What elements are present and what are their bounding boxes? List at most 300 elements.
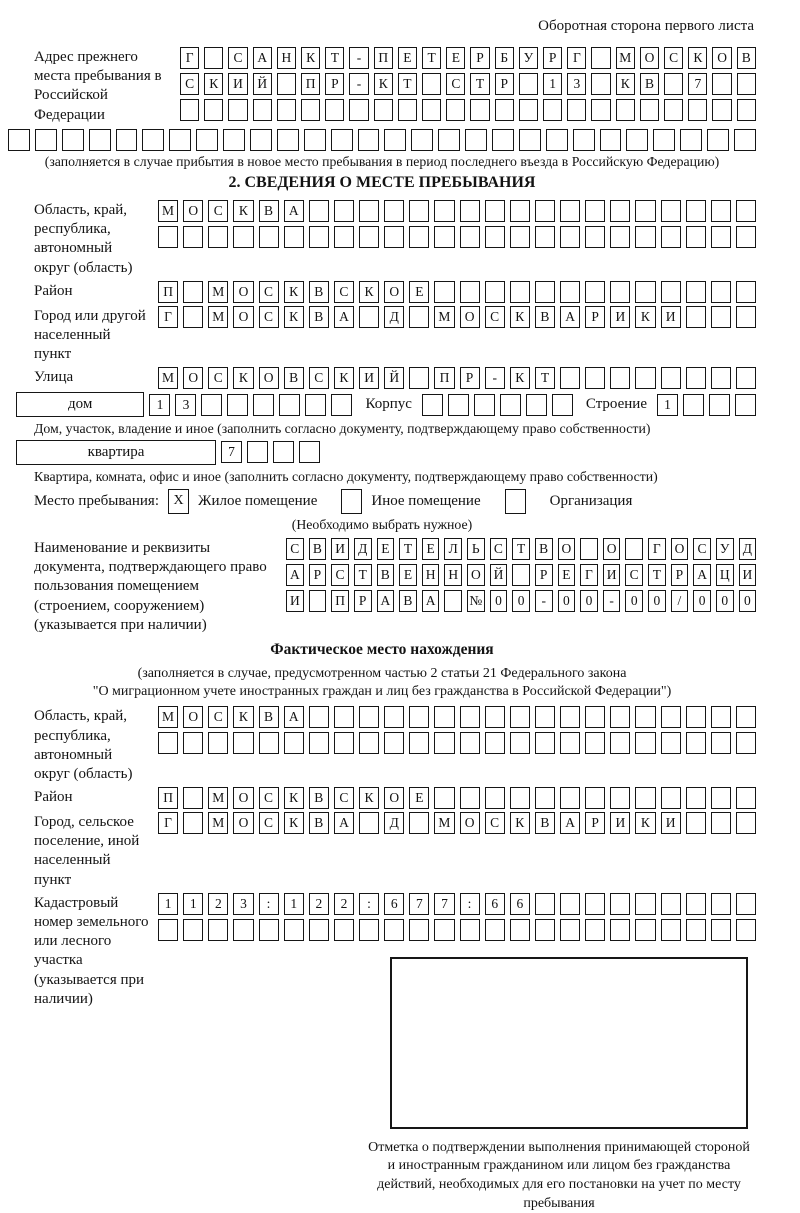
char-cell[interactable]: М <box>208 787 228 809</box>
char-cell[interactable] <box>309 200 329 222</box>
char-cell[interactable] <box>635 367 655 389</box>
char-cell[interactable]: С <box>208 706 228 728</box>
char-cell[interactable]: Е <box>377 538 395 560</box>
char-cell[interactable] <box>460 706 480 728</box>
char-cell[interactable] <box>409 732 429 754</box>
char-cell[interactable]: А <box>334 812 354 834</box>
char-cell[interactable]: 3 <box>175 394 196 416</box>
char-cell[interactable] <box>661 200 681 222</box>
char-cell[interactable]: О <box>460 812 480 834</box>
char-cell[interactable] <box>250 129 272 151</box>
char-cell[interactable]: М <box>158 367 178 389</box>
char-cell[interactable]: К <box>284 306 304 328</box>
char-cell[interactable]: 7 <box>409 893 429 915</box>
char-cell[interactable]: Н <box>422 564 440 586</box>
char-cell[interactable] <box>208 919 228 941</box>
char-cell[interactable]: Е <box>409 281 429 303</box>
char-cell[interactable] <box>640 99 659 121</box>
char-cell[interactable] <box>625 538 643 560</box>
char-cell[interactable]: П <box>301 73 320 95</box>
char-cell[interactable] <box>409 200 429 222</box>
char-cell[interactable] <box>196 129 218 151</box>
char-cell[interactable]: И <box>610 812 630 834</box>
char-cell[interactable] <box>158 919 178 941</box>
char-cell[interactable] <box>635 787 655 809</box>
char-cell[interactable] <box>411 129 433 151</box>
char-cell[interactable]: В <box>535 812 555 834</box>
char-cell[interactable] <box>309 590 327 612</box>
char-cell[interactable]: П <box>374 47 393 69</box>
char-cell[interactable]: А <box>284 706 304 728</box>
char-cell[interactable] <box>35 129 57 151</box>
char-cell[interactable]: И <box>603 564 621 586</box>
char-cell[interactable]: В <box>284 367 304 389</box>
char-cell[interactable]: С <box>309 367 329 389</box>
char-cell[interactable]: Д <box>384 306 404 328</box>
char-cell[interactable]: С <box>208 200 228 222</box>
char-cell[interactable] <box>560 706 580 728</box>
char-cell[interactable]: Й <box>384 367 404 389</box>
char-cell[interactable] <box>736 893 756 915</box>
char-cell[interactable]: К <box>688 47 707 69</box>
char-cell[interactable]: Л <box>444 538 462 560</box>
char-cell[interactable] <box>309 226 329 248</box>
char-cell[interactable]: И <box>359 367 379 389</box>
char-cell[interactable]: В <box>309 787 329 809</box>
char-cell[interactable] <box>591 99 610 121</box>
char-cell[interactable]: А <box>422 590 440 612</box>
char-cell[interactable]: А <box>253 47 272 69</box>
char-cell[interactable] <box>434 919 454 941</box>
char-cell[interactable] <box>610 919 630 941</box>
char-cell[interactable]: Т <box>512 538 530 560</box>
char-cell[interactable]: 6 <box>485 893 505 915</box>
char-cell[interactable] <box>683 394 704 416</box>
char-cell[interactable]: В <box>535 538 553 560</box>
char-cell[interactable]: Е <box>399 564 417 586</box>
char-cell[interactable]: И <box>739 564 757 586</box>
char-cell[interactable] <box>434 706 454 728</box>
char-cell[interactable] <box>686 812 706 834</box>
char-cell[interactable]: 6 <box>510 893 530 915</box>
char-cell[interactable] <box>686 893 706 915</box>
char-cell[interactable]: К <box>233 706 253 728</box>
char-cell[interactable]: С <box>334 787 354 809</box>
char-cell[interactable] <box>359 812 379 834</box>
char-cell[interactable]: Е <box>422 538 440 560</box>
char-cell[interactable] <box>183 306 203 328</box>
char-cell[interactable] <box>626 129 648 151</box>
char-cell[interactable]: А <box>560 306 580 328</box>
char-cell[interactable]: 0 <box>693 590 711 612</box>
char-cell[interactable] <box>334 732 354 754</box>
char-cell[interactable]: Р <box>543 47 562 69</box>
char-cell[interactable]: Г <box>648 538 666 560</box>
char-cell[interactable]: А <box>377 590 395 612</box>
char-cell[interactable]: К <box>374 73 393 95</box>
char-cell[interactable] <box>688 99 707 121</box>
char-cell[interactable] <box>510 919 530 941</box>
char-cell[interactable]: С <box>693 538 711 560</box>
char-cell[interactable]: О <box>603 538 621 560</box>
char-cell[interactable] <box>661 893 681 915</box>
char-cell[interactable] <box>273 441 294 463</box>
char-cell[interactable] <box>735 394 756 416</box>
char-cell[interactable]: О <box>233 812 253 834</box>
char-cell[interactable]: Т <box>398 73 417 95</box>
char-cell[interactable]: Й <box>253 73 272 95</box>
char-cell[interactable]: Р <box>325 73 344 95</box>
char-cell[interactable] <box>460 281 480 303</box>
char-cell[interactable]: П <box>158 787 178 809</box>
char-cell[interactable] <box>434 787 454 809</box>
char-cell[interactable]: 0 <box>648 590 666 612</box>
char-cell[interactable]: 1 <box>158 893 178 915</box>
char-cell[interactable] <box>635 200 655 222</box>
char-cell[interactable]: С <box>490 538 508 560</box>
char-cell[interactable] <box>686 306 706 328</box>
char-cell[interactable]: О <box>183 706 203 728</box>
char-cell[interactable]: Д <box>384 812 404 834</box>
char-cell[interactable] <box>233 919 253 941</box>
char-cell[interactable] <box>519 129 541 151</box>
char-cell[interactable]: 0 <box>512 590 530 612</box>
char-cell[interactable]: Ь <box>467 538 485 560</box>
char-cell[interactable]: О <box>460 306 480 328</box>
char-cell[interactable] <box>485 706 505 728</box>
char-cell[interactable] <box>228 99 247 121</box>
char-cell[interactable] <box>116 129 138 151</box>
char-cell[interactable]: 1 <box>543 73 562 95</box>
char-cell[interactable]: В <box>377 564 395 586</box>
char-cell[interactable] <box>535 893 555 915</box>
char-cell[interactable]: Т <box>325 47 344 69</box>
char-cell[interactable] <box>686 919 706 941</box>
char-cell[interactable]: Т <box>535 367 555 389</box>
char-cell[interactable] <box>438 129 460 151</box>
char-cell[interactable] <box>279 394 300 416</box>
char-cell[interactable]: О <box>233 281 253 303</box>
char-cell[interactable]: - <box>349 47 368 69</box>
char-cell[interactable] <box>485 787 505 809</box>
char-cell[interactable] <box>384 706 404 728</box>
char-cell[interactable] <box>585 787 605 809</box>
char-cell[interactable] <box>711 281 731 303</box>
char-cell[interactable]: Д <box>354 538 372 560</box>
char-cell[interactable] <box>510 787 530 809</box>
char-cell[interactable] <box>446 99 465 121</box>
char-cell[interactable] <box>635 281 655 303</box>
char-cell[interactable] <box>686 787 706 809</box>
char-cell[interactable] <box>736 732 756 754</box>
char-cell[interactable]: В <box>399 590 417 612</box>
char-cell[interactable] <box>434 200 454 222</box>
char-cell[interactable]: 0 <box>580 590 598 612</box>
char-cell[interactable]: Г <box>158 812 178 834</box>
char-cell[interactable] <box>560 732 580 754</box>
char-cell[interactable] <box>510 226 530 248</box>
char-cell[interactable]: О <box>183 367 203 389</box>
char-cell[interactable] <box>661 787 681 809</box>
char-cell[interactable]: 1 <box>183 893 203 915</box>
char-cell[interactable]: К <box>616 73 635 95</box>
char-cell[interactable]: Б <box>495 47 514 69</box>
char-cell[interactable] <box>560 281 580 303</box>
char-cell[interactable]: В <box>535 306 555 328</box>
char-cell[interactable] <box>616 99 635 121</box>
char-cell[interactable] <box>299 441 320 463</box>
char-cell[interactable] <box>325 99 344 121</box>
char-cell[interactable] <box>253 99 272 121</box>
char-cell[interactable]: 1 <box>149 394 170 416</box>
char-cell[interactable]: И <box>661 812 681 834</box>
char-cell[interactable]: 0 <box>716 590 734 612</box>
char-cell[interactable] <box>183 787 203 809</box>
char-cell[interactable] <box>201 394 222 416</box>
char-cell[interactable]: О <box>467 564 485 586</box>
char-cell[interactable]: О <box>558 538 576 560</box>
organization-checkbox[interactable] <box>505 489 526 514</box>
char-cell[interactable] <box>585 226 605 248</box>
char-cell[interactable] <box>661 732 681 754</box>
char-cell[interactable] <box>305 394 326 416</box>
char-cell[interactable]: С <box>180 73 199 95</box>
char-cell[interactable] <box>460 732 480 754</box>
char-cell[interactable] <box>334 919 354 941</box>
char-cell[interactable] <box>736 706 756 728</box>
char-cell[interactable] <box>309 919 329 941</box>
char-cell[interactable]: 7 <box>221 441 242 463</box>
char-cell[interactable] <box>359 226 379 248</box>
char-cell[interactable]: С <box>228 47 247 69</box>
char-cell[interactable] <box>526 394 547 416</box>
char-cell[interactable] <box>204 99 223 121</box>
char-cell[interactable] <box>707 129 729 151</box>
char-cell[interactable]: : <box>460 893 480 915</box>
char-cell[interactable]: 6 <box>384 893 404 915</box>
char-cell[interactable] <box>535 919 555 941</box>
char-cell[interactable]: С <box>485 812 505 834</box>
char-cell[interactable]: М <box>616 47 635 69</box>
char-cell[interactable] <box>359 919 379 941</box>
char-cell[interactable]: В <box>640 73 659 95</box>
char-cell[interactable] <box>183 732 203 754</box>
char-cell[interactable] <box>384 919 404 941</box>
char-cell[interactable]: Т <box>354 564 372 586</box>
char-cell[interactable] <box>661 367 681 389</box>
char-cell[interactable]: Р <box>470 47 489 69</box>
char-cell[interactable]: И <box>661 306 681 328</box>
char-cell[interactable]: / <box>671 590 689 612</box>
char-cell[interactable]: Д <box>739 538 757 560</box>
char-cell[interactable]: О <box>712 47 731 69</box>
char-cell[interactable]: А <box>334 306 354 328</box>
char-cell[interactable] <box>470 99 489 121</box>
char-cell[interactable]: М <box>208 306 228 328</box>
char-cell[interactable]: К <box>204 73 223 95</box>
char-cell[interactable] <box>560 919 580 941</box>
char-cell[interactable] <box>560 367 580 389</box>
char-cell[interactable] <box>247 441 268 463</box>
confirmation-stamp-box[interactable] <box>390 957 748 1129</box>
char-cell[interactable] <box>591 47 610 69</box>
char-cell[interactable]: 7 <box>434 893 454 915</box>
char-cell[interactable]: 0 <box>558 590 576 612</box>
char-cell[interactable] <box>485 919 505 941</box>
char-cell[interactable] <box>444 590 462 612</box>
char-cell[interactable] <box>585 706 605 728</box>
char-cell[interactable]: Р <box>309 564 327 586</box>
char-cell[interactable] <box>709 394 730 416</box>
char-cell[interactable]: 1 <box>284 893 304 915</box>
char-cell[interactable] <box>737 73 756 95</box>
char-cell[interactable]: В <box>259 200 279 222</box>
char-cell[interactable] <box>208 226 228 248</box>
char-cell[interactable]: К <box>284 812 304 834</box>
char-cell[interactable] <box>535 732 555 754</box>
char-cell[interactable] <box>422 99 441 121</box>
char-cell[interactable] <box>512 564 530 586</box>
char-cell[interactable]: К <box>284 281 304 303</box>
char-cell[interactable] <box>610 893 630 915</box>
char-cell[interactable]: Т <box>399 538 417 560</box>
char-cell[interactable] <box>610 200 630 222</box>
char-cell[interactable]: П <box>158 281 178 303</box>
char-cell[interactable] <box>635 732 655 754</box>
char-cell[interactable] <box>359 732 379 754</box>
char-cell[interactable] <box>284 732 304 754</box>
char-cell[interactable]: 2 <box>334 893 354 915</box>
char-cell[interactable]: - <box>603 590 621 612</box>
char-cell[interactable] <box>573 129 595 151</box>
char-cell[interactable] <box>448 394 469 416</box>
char-cell[interactable]: П <box>331 590 349 612</box>
char-cell[interactable] <box>661 226 681 248</box>
char-cell[interactable] <box>560 226 580 248</box>
char-cell[interactable] <box>183 812 203 834</box>
char-cell[interactable]: К <box>301 47 320 69</box>
char-cell[interactable] <box>510 706 530 728</box>
char-cell[interactable] <box>309 732 329 754</box>
char-cell[interactable] <box>409 919 429 941</box>
char-cell[interactable] <box>736 281 756 303</box>
char-cell[interactable] <box>409 812 429 834</box>
char-cell[interactable]: Г <box>580 564 598 586</box>
char-cell[interactable]: К <box>510 367 530 389</box>
char-cell[interactable]: К <box>334 367 354 389</box>
char-cell[interactable]: И <box>331 538 349 560</box>
char-cell[interactable] <box>158 732 178 754</box>
char-cell[interactable] <box>585 893 605 915</box>
char-cell[interactable] <box>535 200 555 222</box>
char-cell[interactable] <box>334 706 354 728</box>
char-cell[interactable] <box>712 99 731 121</box>
char-cell[interactable]: К <box>359 787 379 809</box>
char-cell[interactable]: Е <box>558 564 576 586</box>
char-cell[interactable] <box>208 732 228 754</box>
char-cell[interactable] <box>661 919 681 941</box>
char-cell[interactable]: Т <box>470 73 489 95</box>
char-cell[interactable] <box>610 226 630 248</box>
char-cell[interactable] <box>664 73 683 95</box>
char-cell[interactable] <box>635 226 655 248</box>
char-cell[interactable] <box>680 129 702 151</box>
char-cell[interactable] <box>610 732 630 754</box>
other-premise-checkbox[interactable] <box>341 489 362 514</box>
char-cell[interactable] <box>535 281 555 303</box>
char-cell[interactable] <box>460 919 480 941</box>
char-cell[interactable]: В <box>737 47 756 69</box>
char-cell[interactable]: И <box>228 73 247 95</box>
char-cell[interactable] <box>180 99 199 121</box>
char-cell[interactable]: М <box>208 281 228 303</box>
char-cell[interactable]: 2 <box>309 893 329 915</box>
char-cell[interactable]: Е <box>446 47 465 69</box>
char-cell[interactable] <box>567 99 586 121</box>
char-cell[interactable] <box>711 367 731 389</box>
char-cell[interactable] <box>434 281 454 303</box>
char-cell[interactable]: 2 <box>208 893 228 915</box>
char-cell[interactable] <box>711 787 731 809</box>
house-box[interactable] <box>16 392 144 417</box>
char-cell[interactable] <box>495 99 514 121</box>
char-cell[interactable] <box>359 706 379 728</box>
char-cell[interactable] <box>635 706 655 728</box>
char-cell[interactable]: В <box>309 281 329 303</box>
char-cell[interactable] <box>560 893 580 915</box>
char-cell[interactable] <box>359 306 379 328</box>
char-cell[interactable]: Т <box>422 47 441 69</box>
char-cell[interactable]: М <box>158 706 178 728</box>
char-cell[interactable]: 0 <box>625 590 643 612</box>
char-cell[interactable] <box>711 200 731 222</box>
char-cell[interactable]: Р <box>585 306 605 328</box>
char-cell[interactable] <box>736 306 756 328</box>
char-cell[interactable]: К <box>510 306 530 328</box>
char-cell[interactable]: Р <box>354 590 372 612</box>
char-cell[interactable] <box>600 129 622 151</box>
char-cell[interactable]: С <box>331 564 349 586</box>
char-cell[interactable]: Г <box>180 47 199 69</box>
char-cell[interactable]: - <box>485 367 505 389</box>
char-cell[interactable] <box>301 99 320 121</box>
char-cell[interactable] <box>183 226 203 248</box>
char-cell[interactable]: К <box>233 200 253 222</box>
char-cell[interactable] <box>277 99 296 121</box>
char-cell[interactable] <box>686 226 706 248</box>
char-cell[interactable]: - <box>349 73 368 95</box>
char-cell[interactable] <box>535 226 555 248</box>
char-cell[interactable]: И <box>286 590 304 612</box>
char-cell[interactable] <box>409 706 429 728</box>
char-cell[interactable] <box>485 226 505 248</box>
char-cell[interactable] <box>309 706 329 728</box>
char-cell[interactable]: К <box>635 306 655 328</box>
char-cell[interactable] <box>546 129 568 151</box>
char-cell[interactable]: А <box>693 564 711 586</box>
char-cell[interactable] <box>384 200 404 222</box>
char-cell[interactable] <box>434 226 454 248</box>
char-cell[interactable]: М <box>208 812 228 834</box>
char-cell[interactable] <box>585 919 605 941</box>
char-cell[interactable] <box>334 226 354 248</box>
char-cell[interactable] <box>474 394 495 416</box>
char-cell[interactable]: Г <box>567 47 586 69</box>
char-cell[interactable]: : <box>359 893 379 915</box>
char-cell[interactable]: А <box>286 564 304 586</box>
char-cell[interactable] <box>711 893 731 915</box>
char-cell[interactable] <box>253 394 274 416</box>
